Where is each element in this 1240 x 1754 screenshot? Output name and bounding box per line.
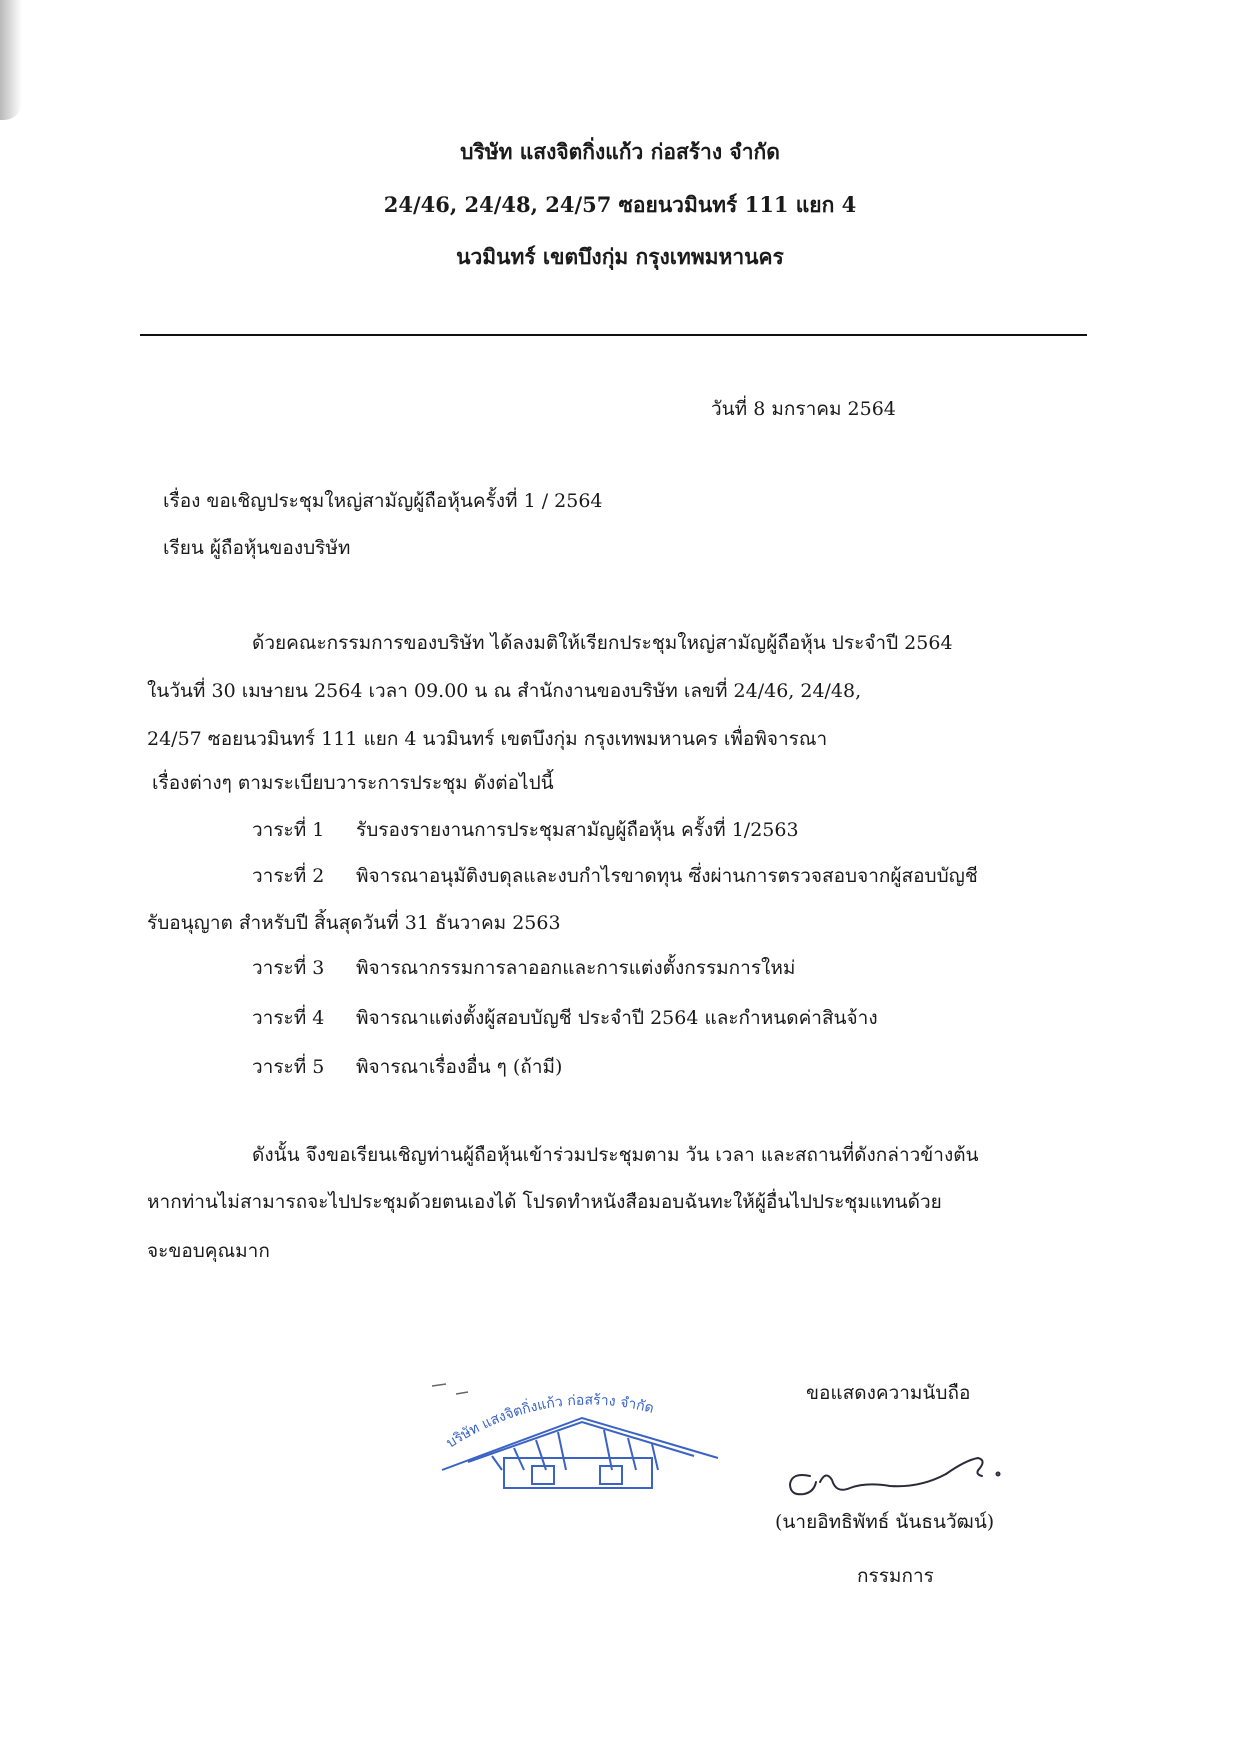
company-name: บริษัท แสงจิตกิ่งแก้ว ก่อสร้าง จำกัด	[460, 139, 780, 164]
agenda-text: พิจารณาอนุมัติงบดุลและงบกำไรขาดทุน ซึ่งผ่านการตรวจสอบจากผู้สอบบัญชี	[356, 865, 978, 887]
agenda-label: วาระที่ 5	[252, 1056, 325, 1078]
scan-edge-shadow	[0, 0, 22, 120]
body-line-4: เรื่องต่างๆ ตามระเบียบวาระการประชุม ดังต่อไปนี้	[152, 772, 554, 794]
company-address-line1: 24/46, 24/48, 24/57 ซอยนวมินทร์ 111 แยก 4	[383, 192, 857, 217]
agenda-text: พิจารณาแต่งตั้งผู้สอบบัญชี ประจำปี 2564 และกำหนดค่าสินจ้าง	[356, 1007, 878, 1029]
letter-closing: ขอแสดงความนับถือ	[806, 1382, 971, 1404]
agenda-item-5	[252, 1052, 562, 1082]
header-divider	[140, 334, 1087, 336]
letter-date: วันที่ 8 มกราคม 2564	[711, 398, 896, 420]
agenda-item-2	[252, 861, 978, 891]
agenda-label: วาระที่ 1	[252, 819, 325, 841]
agenda-label: วาระที่ 3	[252, 957, 325, 979]
agenda-item-3	[252, 953, 795, 983]
agenda-item-2-continuation: รับอนุญาต สำหรับปี สิ้นสุดวันที่ 31 ธันวาคม 2563	[147, 912, 561, 934]
company-address-line2: นวมินทร์ เขตบึงกุ่ม กรุงเทพมหานคร	[456, 244, 784, 269]
agenda-label: วาระที่ 2	[252, 865, 325, 887]
signatory-name: (นายอิทธิพัทธ์ นันธนวัฒน์)	[775, 1511, 995, 1533]
conclusion-line-1: ดังนั้น จึงขอเรียนเชิญท่านผู้ถือหุ้นเข้าร่วมประชุมตาม วัน เวลา และสถานที่ดังกล่าวข้างต้น	[252, 1144, 979, 1166]
agenda-item-4	[252, 1003, 878, 1033]
conclusion-line-3: จะขอบคุณมาก	[147, 1240, 270, 1262]
stamp-text: บริษัท แสงจิตกิ่งแก้ว ก่อสร้าง จำกัด	[443, 1392, 656, 1452]
letter-subject: เรื่อง ขอเชิญประชุมใหญ่สามัญผู้ถือหุ้นครั้งที่ 1 / 2564	[163, 490, 603, 512]
handwritten-signature-icon	[770, 1438, 1010, 1512]
agenda-text: พิจารณาเรื่องอื่น ๆ (ถ้ามี)	[356, 1056, 563, 1078]
agenda-text: รับรองรายงานการประชุมสามัญผู้ถือหุ้น ครั้งที่ 1/2563	[356, 819, 799, 841]
agenda-item-1	[252, 815, 799, 845]
conclusion-line-2: หากท่านไม่สามารถจะไปประชุมด้วยตนเองได้ โปรดทำหนังสือมอบฉันทะให้ผู้อื่นไปประชุมแทนด้วย	[147, 1191, 942, 1213]
svg-text:บริษัท แสงจิตกิ่งแก้ว ก่อสร้าง	[444, 1393, 656, 1452]
body-line-3: 24/57 ซอยนวมินทร์ 111 แยก 4 นวมินทร์ เขตบึงกุ่ม กรุงเทพมหานคร เพื่อพิจารณา	[147, 728, 828, 750]
body-line-2: ในวันที่ 30 เมษายน 2564 เวลา 09.00 น ณ สำนักงานของบริษัท เลขที่ 24/46, 24/48,	[147, 680, 862, 702]
company-stamp-icon	[432, 1370, 724, 1490]
letter-salutation: เรียน ผู้ถือหุ้นของบริษัท	[163, 537, 351, 559]
agenda-label: วาระที่ 4	[252, 1007, 325, 1029]
agenda-text: พิจารณากรรมการลาออกและการแต่งตั้งกรรมการใหม่	[356, 957, 796, 979]
signatory-title: กรรมการ	[857, 1565, 934, 1587]
body-line-1: ด้วยคณะกรรมการของบริษัท ได้ลงมติให้เรียกประชุมใหญ่สามัญผู้ถือหุ้น ประจำปี 2564	[252, 632, 953, 654]
